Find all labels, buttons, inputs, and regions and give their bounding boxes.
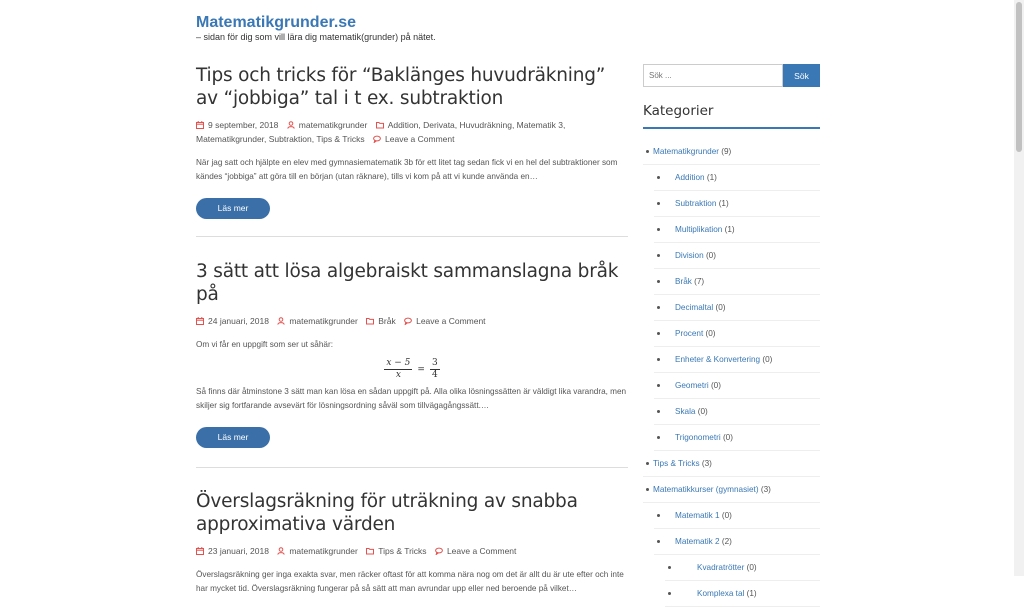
post-meta (196, 544, 628, 558)
post-author-link[interactable]: matematikgrunder (289, 546, 358, 556)
post-categories-link[interactable]: Bråk (378, 316, 396, 326)
post-title[interactable]: 3 sätt att lösa algebraiskt sammanslagna bråk på (196, 261, 619, 305)
comments-icon (404, 317, 412, 325)
post (196, 468, 628, 596)
category-link[interactable]: Kvadratrötter (697, 563, 745, 572)
category-item (643, 503, 820, 529)
category-count: (1) (746, 589, 757, 598)
category-link[interactable]: Bråk (675, 277, 692, 286)
post-excerpt: När jag satt och hjälpte en elev med gymnasiematematik 3b för ett litet tag sedan fick vi en hel del subtraktioner som kändes “jobbiga” att göra till en början (utan räknare), tills vi kom på att vi kunde använda en… (196, 158, 618, 181)
bullet-icon (657, 436, 660, 439)
read-more-button[interactable]: Läs mer (196, 427, 270, 448)
category-count: (3) (760, 485, 771, 494)
category-count: (2) (721, 537, 732, 546)
category-item (643, 451, 820, 477)
category-item (643, 477, 820, 503)
user-icon (277, 547, 285, 555)
category-item (643, 165, 820, 191)
category-count: (3) (701, 459, 712, 468)
formula-lhs-denominator: x (395, 370, 401, 380)
category-count: (1) (724, 225, 735, 234)
category-item (643, 347, 820, 373)
post-intro: Om vi får en uppgift som ser ut såhär: (196, 340, 333, 349)
bullet-icon (657, 514, 660, 517)
user-icon (287, 121, 295, 129)
formula-rhs-numerator: 3 (431, 358, 438, 368)
category-count: (9) (721, 147, 732, 156)
sidebar (643, 64, 820, 607)
category-link[interactable]: Skala (675, 407, 696, 416)
category-item (643, 269, 820, 295)
scrollbar-thumb[interactable] (1016, 2, 1022, 152)
category-item (643, 373, 820, 399)
post-categories-link[interactable]: Addition, Derivata, Huvudräkning, Matematik 3, Matematikgrunder, Subtraktion, Tips & Tricks (196, 120, 566, 144)
formula-lhs-numerator: x − 5 (386, 358, 411, 368)
category-item (643, 425, 820, 451)
bullet-icon (646, 488, 649, 491)
calendar-icon (196, 121, 204, 129)
category-link[interactable]: Matematik 2 (675, 537, 720, 546)
category-count: (0) (746, 563, 757, 572)
category-link[interactable]: Division (675, 251, 704, 260)
calendar-icon (196, 317, 204, 325)
category-link[interactable]: Addition (675, 173, 705, 182)
bullet-icon (657, 410, 660, 413)
category-count: (0) (697, 407, 708, 416)
category-count: (1) (706, 173, 717, 182)
category-item (643, 191, 820, 217)
category-count: (0) (722, 433, 733, 442)
user-icon (277, 317, 285, 325)
bullet-icon (646, 150, 649, 153)
category-count: (0) (705, 251, 716, 260)
categories-widget-title: Kategorier (643, 103, 820, 129)
category-item (643, 399, 820, 425)
post-date: 23 januari, 2018 (208, 546, 269, 556)
category-count: (0) (710, 381, 721, 390)
bullet-icon (657, 384, 660, 387)
post-categories-link[interactable]: Tips & Tricks (378, 546, 427, 556)
bullet-icon (657, 358, 660, 361)
calendar-icon (196, 547, 204, 555)
read-more-button[interactable]: Läs mer (196, 198, 270, 219)
post (196, 237, 628, 467)
bullet-icon (657, 540, 660, 543)
post (196, 64, 628, 236)
category-item (643, 217, 820, 243)
post-list (196, 64, 628, 596)
bullet-icon (657, 176, 660, 179)
bullet-icon (668, 592, 671, 595)
formula-rhs-denominator: 4 (431, 370, 438, 380)
comments-icon (435, 547, 443, 555)
category-item (643, 243, 820, 269)
search-form (643, 64, 820, 87)
category-link[interactable]: Matematikkurser (gymnasiet) (653, 485, 759, 494)
post-author-link[interactable]: matematikgrunder (298, 120, 368, 130)
bullet-icon (657, 202, 660, 205)
category-link[interactable]: Procent (675, 329, 704, 338)
post-comments-link[interactable]: Leave a Comment (446, 546, 517, 556)
category-count: (0) (715, 303, 726, 312)
post-date: 9 september, 2018 (208, 120, 279, 130)
bullet-icon (657, 332, 660, 335)
bullet-icon (657, 306, 660, 309)
category-item (643, 581, 820, 607)
category-count: (7) (694, 277, 705, 286)
bullet-icon (646, 462, 649, 465)
search-button[interactable]: Sök (783, 64, 820, 87)
post-excerpt: Överslagsräkning ger inga exakta svar, men räcker oftast för att komma nära nog om det är allt du är ute efter och inte har mycket tid. Överslagsräkning fungerar på så sätt att man avrundar upp eller ned beroende på vilket… (196, 570, 624, 593)
category-link[interactable]: Decimaltal (675, 303, 714, 312)
category-count: (0) (762, 355, 773, 364)
category-list (643, 139, 820, 607)
bullet-icon (657, 254, 660, 257)
category-link[interactable]: Matematik 1 (675, 511, 720, 520)
category-link[interactable]: Tips & Tricks (653, 459, 700, 468)
post-meta (196, 118, 628, 146)
site-title[interactable]: Matematikgrunder.se (196, 14, 357, 31)
post-title[interactable]: Överslagsräkning för uträkning av snabba approximativa värden (196, 491, 578, 535)
category-count: (0) (705, 329, 716, 338)
category-link[interactable]: Multiplikation (675, 225, 723, 234)
post-author-link[interactable]: matematikgrunder (289, 316, 358, 326)
folder-icon (366, 317, 374, 325)
category-link[interactable]: Geometri (675, 381, 709, 390)
category-link[interactable]: Trigonometri (675, 433, 721, 442)
bullet-icon (657, 228, 660, 231)
folder-icon (366, 547, 374, 555)
category-item (643, 321, 820, 347)
category-link[interactable]: Matematikgrunder (653, 147, 719, 156)
post-title[interactable]: Tips och tricks för “Baklänges huvudräkning” av “jobbiga” tal i t ex. subtraktion (196, 65, 606, 109)
search-input[interactable] (643, 64, 783, 87)
folder-icon (376, 121, 384, 129)
post-excerpt: Så finns där åtminstone 3 sätt man kan lösa en sådan uppgift på. Alla olika lösningssätten är väldigt lika varandra, men skiljer sig fortfarande avsevärt för lösningsordning såväl som tillvägagångssätt.… (196, 387, 627, 410)
formula-equals: = (417, 364, 425, 375)
category-count: (0) (721, 511, 732, 520)
bullet-icon (657, 280, 660, 283)
category-item (643, 295, 820, 321)
post-comments-link[interactable]: Leave a Comment (416, 316, 486, 326)
comments-icon (373, 135, 381, 143)
bullet-icon (668, 566, 671, 569)
post-comments-link[interactable]: Leave a Comment (385, 134, 455, 144)
category-count: (1) (718, 199, 729, 208)
category-item (643, 139, 820, 165)
category-link[interactable]: Subtraktion (675, 199, 717, 208)
site-description: – sidan för dig som vill lära dig matematik(grunder) på nätet. (196, 32, 436, 42)
scrollbar[interactable] (1014, 0, 1024, 576)
category-item (643, 529, 820, 555)
category-item (643, 555, 820, 581)
category-link[interactable]: Enheter & Konvertering (675, 355, 761, 364)
post-date: 24 januari, 2018 (208, 316, 269, 326)
category-link[interactable]: Komplexa tal (697, 589, 745, 598)
post-meta (196, 314, 628, 328)
math-formula (196, 358, 628, 381)
